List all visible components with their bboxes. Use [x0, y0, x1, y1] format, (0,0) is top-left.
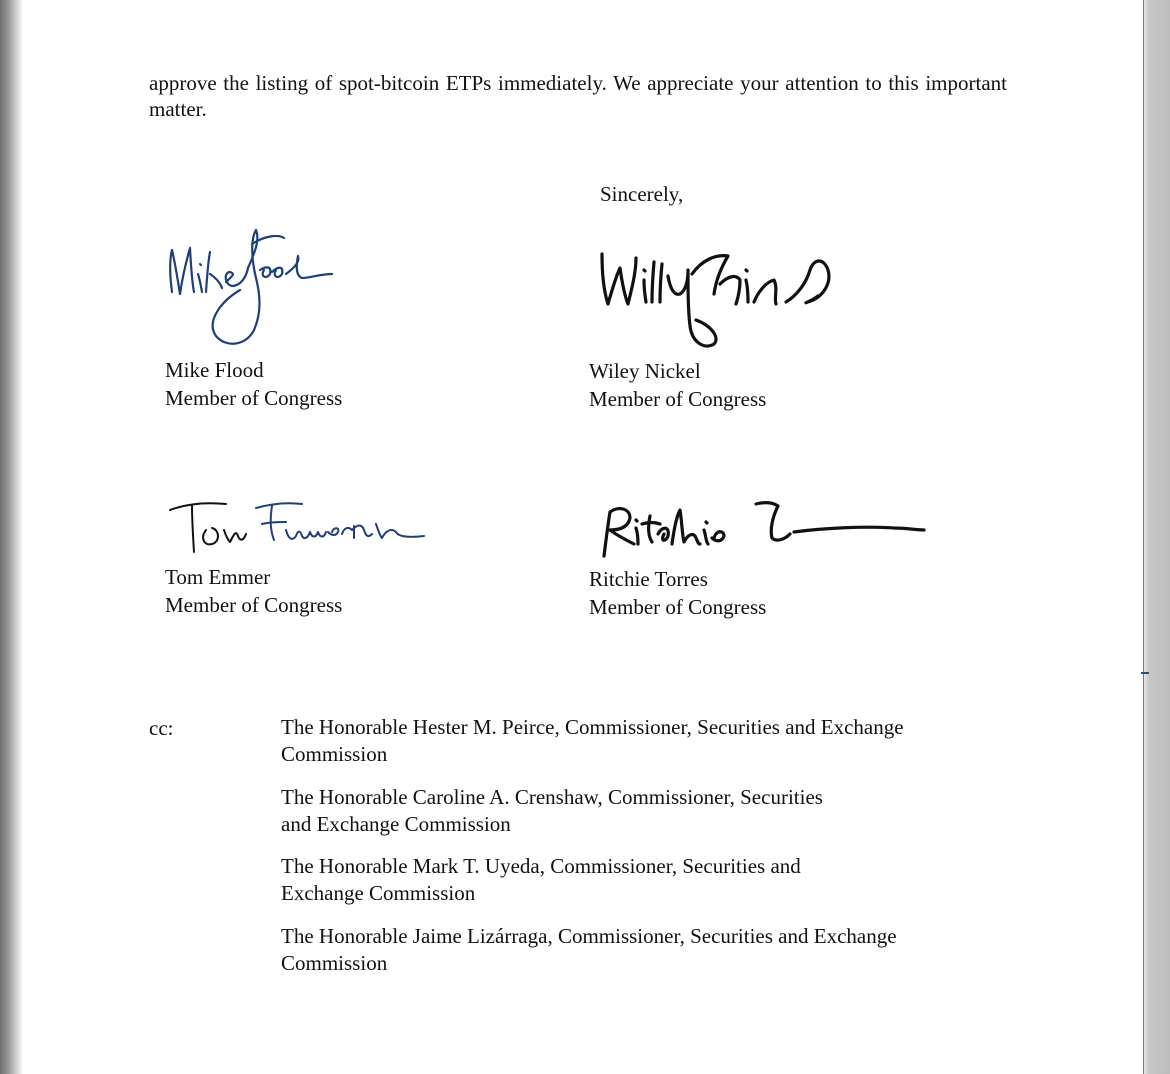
signer-title: Member of Congress [165, 386, 343, 410]
cc-recipient-line: Commission [281, 951, 388, 975]
cc-label: cc: [149, 716, 174, 740]
cc-recipient-line: The Honorable Caroline A. Crenshaw, Commissioner, Securities [281, 785, 823, 809]
scan-edge-right [1144, 0, 1170, 1074]
salutation: Sincerely, [600, 182, 684, 206]
signature-mike-flood [160, 222, 350, 357]
cc-recipient-line: and Exchange Commission [281, 812, 511, 836]
signer-name: Wiley Nickel [589, 359, 701, 383]
signature-tom-emmer [166, 490, 436, 560]
scroll-marker [1141, 672, 1149, 674]
signer-name: Mike Flood [165, 358, 264, 382]
signer-title: Member of Congress [165, 593, 343, 617]
closing-paragraph: approve the listing of spot-bitcoin ETPs immediately. We appreciate your attention to this important matter. [149, 71, 1007, 121]
scan-edge-left [0, 0, 22, 1074]
cc-recipient-line: Exchange Commission [281, 881, 476, 905]
signer-title: Member of Congress [589, 387, 767, 411]
cc-recipient-line: The Honorable Mark T. Uyeda, Commissioner, Securities and [281, 854, 801, 878]
signer-name: Tom Emmer [165, 565, 271, 589]
signer-title: Member of Congress [589, 595, 767, 619]
cc-recipient-line: The Honorable Hester M. Peirce, Commissioner, Securities and Exchange [281, 715, 904, 739]
signature-ritchie-torres [594, 490, 930, 562]
signer-name: Ritchie Torres [589, 567, 708, 591]
cc-recipient-line: The Honorable Jaime Lizárraga, Commissioner, Securities and Exchange [281, 924, 897, 948]
cc-recipient-line: Commission [281, 742, 388, 766]
signature-wiley-nickel [596, 240, 842, 358]
